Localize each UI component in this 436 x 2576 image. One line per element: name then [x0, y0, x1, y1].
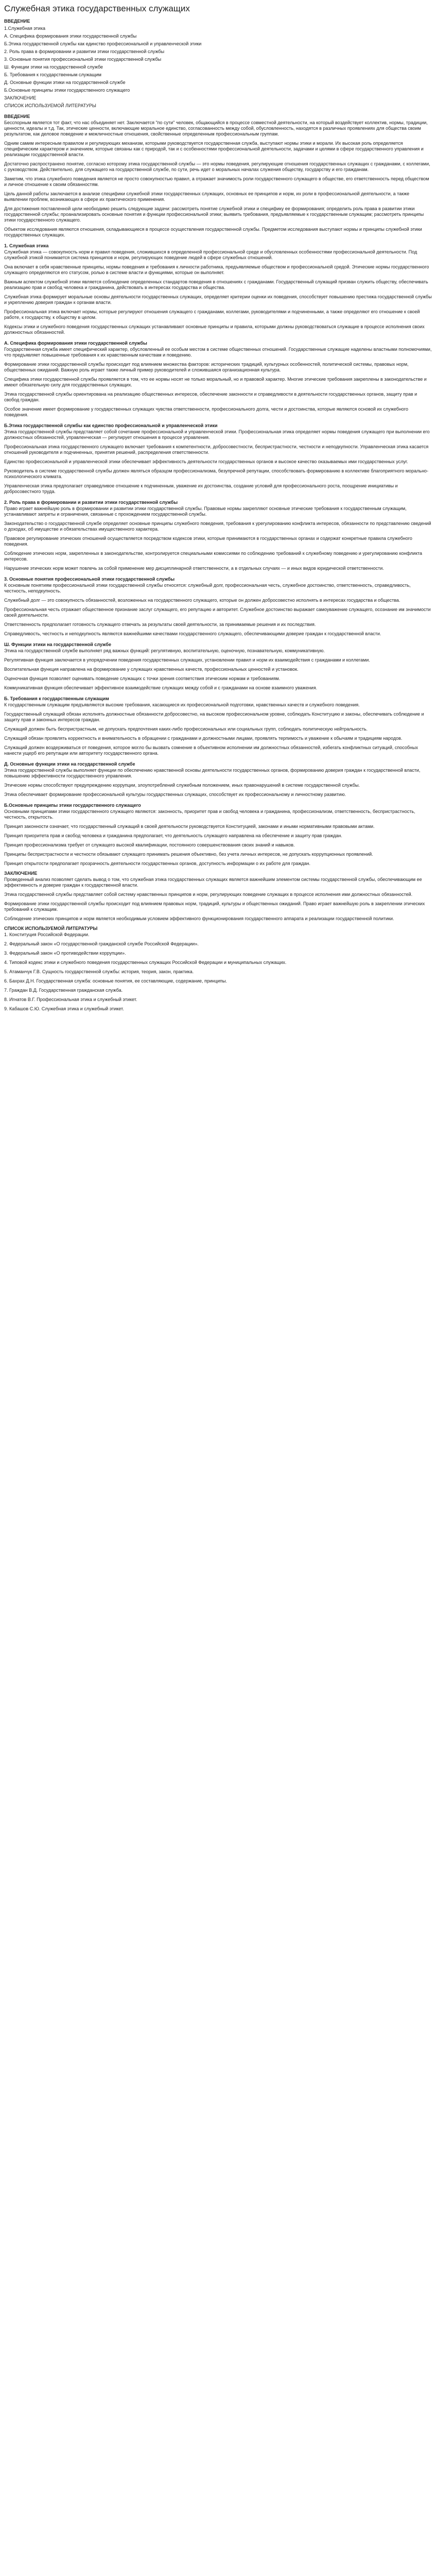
chapter-1a-heading: А. Специфика формирования этики государственной службы — [4, 341, 147, 346]
toc-item: ЗАКЛЮЧЕНИЕ — [4, 95, 37, 100]
paragraph: Для достижения поставленной цели необходимо решить следующие задачи: рассмотреть понятие служебной этики и специфику ее формирования; определить роль права в развитии этики государственной службы; проанализировать основные понятия и функции профессиональной этики; выявить требования, предъявляемые к государственным служащим; рассмотреть принципы этики государственного служащего. — [4, 206, 424, 223]
paragraph: Этика обеспечивает формирование профессиональной культуры государственных служащих, способствует их профессиональному и личностному развитию. — [4, 792, 346, 797]
chapter-3-body — [4, 583, 432, 637]
chapter-3-heading: 3. Основные понятия профессиональной этики государственной службы — [4, 577, 175, 582]
paragraph: 7. Граждан В.Д. Государственная гражданская служба. — [4, 988, 123, 993]
chapter-3a-heading: Ш. Функции этики на государственной службе — [4, 642, 111, 647]
paragraph: Право играет важнейшую роль в формировании и развитии этики государственной службы. Правовые нормы закрепляют основные этические требования к государственным служащим, устанавливают запреты и ограничения, связанные с прохождением государственной службы. — [4, 506, 407, 517]
paragraph: Кодексы этики и служебного поведения государственных служащих устанавливают основные принципы и правила, которыми должны руководствоваться служащие в процессе исполнения своих должностных обязанностей. — [4, 324, 425, 335]
chapter-2-body — [4, 506, 432, 571]
paragraph: Формирование этики государственной службы происходит под влиянием правовых норм, традиций, культуры и общественных ожиданий. Право играет важнейшую роль в закреплении этических требований к служащим. — [4, 901, 425, 912]
chapter-1b-heading: Б.Этика государственной службы как единство профессиональной и управленческой этики — [4, 423, 218, 428]
paragraph: Соблюдение этических норм, закрепленных в законодательстве, контролируется специальными комиссиями по соблюдению требований к служебному поведению и урегулированию конфликта интересов. — [4, 551, 423, 562]
chapter-3d-heading: Б.Основные принципы этики государственного служащего — [4, 803, 141, 808]
toc-item: Д. Основные функции этики на государственной службе — [4, 80, 126, 85]
paragraph: Профессиональная этика государственного служащего включает требования к компетентности, добросовестности, беспристрастности, честности и неподкупности. Управленческая этика касается отношений руководителя и подчиненных, принятия решений, распределения ответственности. — [4, 444, 429, 455]
bibliography-list — [4, 932, 432, 1012]
table-of-contents — [4, 25, 432, 110]
paragraph: К государственным служащим предъявляются высокие требования, касающиеся их профессиональной подготовки, нравственных качеств и служебного поведения. — [4, 702, 360, 707]
document-title: Служебная этика государственных служащих — [4, 4, 190, 13]
paragraph: Правовое регулирование этических отношений осуществляется посредством кодексов этики, которые принимаются в государственных органах и содержат конкретные правила служебного поведения. — [4, 536, 412, 547]
paragraph: Одним самим интересным правилом и регулирующих механизм, которыми руководствуется государственная служба, выступают нормы этики и морали. Их высокая роль определяется специфическим характером и значением, которые связаны как с природой, так и с особенностями профессиональной деятельности, задачами и целями в сфере государственного управления и реализации государственной власти. — [4, 141, 424, 157]
paragraph: Регулятивная функция заключается в упорядочении поведения государственных служащих, установлении правил и норм их взаимодействия с гражданами и коллегами. — [4, 657, 370, 663]
paragraph: Законодательство о государственной службе определяет основные принципы служебного поведения, требования к урегулированию конфликта интересов, обязанности по представлению сведений о доходах, об имуществе и обязательствах имущественного характера. — [4, 521, 431, 532]
toc-item: 3. Основные понятия профессиональной этики государственной службы — [4, 57, 162, 62]
paragraph: Служебный долг — это совокупность обязанностей, возложенных на государственного служащего, которые он должен добросовестно исполнять в интересах государства и общества. — [4, 598, 400, 603]
paragraph: Этика государственной службы представляет собой систему нравственных принципов и норм, регулирующих поведение служащих в процессе исполнения ими должностных обязанностей. — [4, 892, 413, 897]
toc-item: Б. Требования к государственным служащим — [4, 72, 101, 77]
paragraph: Профессиональная честь отражает общественное признание заслуг служащего, его репутацию и авторитет. Служебное достоинство выражает самоуважение служащего, осознание им значимости своей деятельности. — [4, 607, 431, 618]
paragraph: Этические нормы способствуют предупреждению коррупции, злоупотреблений служебным положением, иных правонарушений в системе государственной службы. — [4, 783, 360, 788]
paragraph: Особое значение имеет формирование у государственных служащих чувства ответственности, профессионального долга, чести и достоинства, которые являются основой их служебного поведения. — [4, 406, 409, 417]
chapter-1-heading: 1. Служебная этика — [4, 243, 49, 248]
conclusion-heading: ЗАКЛЮЧЕНИЕ — [4, 871, 38, 876]
toc-item: Ш. Функции этики на государственной службе — [4, 64, 103, 70]
paragraph: Цель данной работы заключается в анализе специфики служебной этики государственных служащих, основных ее принципов и норм, их роли в профессиональной деятельности, а также выявлении проблем, возникающих в сфере их практического применения. — [4, 191, 410, 202]
paragraph: Этика на государственной службе выполняет ряд важных функций: регулятивную, воспитательную, оценочную, познавательную, коммуникативную. — [4, 648, 325, 653]
toc-item: 1.Служебная этика — [4, 26, 45, 31]
paragraph: Ответственность предполагает готовность служащего отвечать за результаты своей деятельности, за принимаемые решения и их последствия. — [4, 622, 316, 627]
paragraph: Управленческая этика предполагает справедливое отношение к подчиненным, уважение их достоинства, создание условий для профессионального роста, поощрение инициативы и добросовестного труда. — [4, 483, 398, 494]
paragraph: 3. Федеральный закон «О противодействии коррупции». — [4, 951, 126, 956]
paragraph: 1. Конституция Российской Федерации. — [4, 932, 90, 937]
toc-item: А. Специфика формирования этики государственной службы — [4, 33, 137, 39]
paragraph: Принцип открытости предполагает прозрачность деятельности государственных органов, доступность информации о их работе для граждан. — [4, 861, 311, 866]
chapter-1a-body — [4, 347, 432, 418]
paragraph: Объектом исследования являются отношения, складывающиеся в процессе осуществления государственной службы. Предметом исследования выступают нормы и принципы служебной этики государственных служащих. — [4, 227, 422, 238]
paragraph: Она включает в себя нравственные принципы, нормы поведения и требования к личности работника, предъявляемые обществом и профессиональной средой. Этические нормы государственного служащего определяются его статусом, ролью в системе власти и функциями, которые он выполняет. — [4, 264, 429, 275]
paragraph: 2. Федеральный закон «О государственной гражданской службе Российской Федерации». — [4, 941, 199, 946]
bibliography-heading: СПИСОК ИСПОЛЬЗУЕМОЙ ЛИТЕРАТУРЫ — [4, 926, 98, 931]
toc-heading: ВВЕДЕНИЕ — [4, 19, 30, 24]
conclusion-body — [4, 877, 432, 922]
paragraph: Служащий должен быть беспристрастным, не допускать предпочтения каких-либо профессиональных или социальных групп, соблюдать политическую нейтральность. — [4, 726, 368, 732]
paragraph: Этика государственной службы представляет собой сочетание профессиональной и управленческой этики. Профессиональная этика определяет нормы поведения служащего при выполнении его должностных обязанностей, управленческая — регулирует отношения в процессе управления. — [4, 429, 430, 440]
paragraph: Государственная служба имеет специфический характер, обусловленный ее особым местом в системе общественных отношений. Государственные служащие наделены властными полномочиями, что предъявляет повышенные требования к их нравственным качествам и поведению. — [4, 347, 432, 358]
paragraph: Заметим, что этика служебного поведения является не просто совокупностью правил, а отражает значимость роли государственного служащего в обществе, его ответственность перед обществом и личное отношение к своим обязанностям. — [4, 176, 429, 187]
paragraph: Профессиональная этика включает нормы, которые регулируют отношения служащего с гражданами, коллегами, руководителями и подчиненными, а также определяют его отношение к своей работе, к государству, к обществу в целом. — [4, 309, 420, 320]
chapter-3b-heading: Б. Требования к государственным служащим — [4, 696, 109, 701]
paragraph: Основными принципами этики государственного служащего являются: законность, приоритет прав и свобод человека и гражданина, профессионализм, ответственность, беспристрастность, честность, открытость. — [4, 809, 415, 820]
chapter-3c-heading: Д. Основные функции этики на государственной службе — [4, 761, 135, 767]
toc-item: Б.Основные принципы этики государственного служащего — [4, 88, 130, 93]
paragraph: Бесспорным является тот факт, что нас объединяет нет. Заключается "по сути" человек, общающийся в процессе совместной деятельности, на который воздействует коллектив, нормы, традиции, ценности, идеалы и т.д. Так, этические ценности, включающие моральное единство, согласованность между собой, обусловленность, находятся в различных проявлениях для общества своим результатом, как деловое поведение и межличностные отношения, свойственные определенным профессиональным группам. — [4, 120, 428, 137]
paragraph: Соблюдение этических принципов и норм является необходимым условием эффективного функционирования государственного аппарата и реализации государственной политики. — [4, 916, 394, 921]
paragraph: 8. Игнатов В.Г. Профессиональная этика и служебный этикет. — [4, 997, 137, 1002]
chapter-1b-body — [4, 429, 432, 495]
paragraph: Принцип профессионализма требует от служащего высокой квалификации, постоянного совершенствования своих знаний и навыков. — [4, 842, 295, 848]
chapter-3b-body — [4, 702, 432, 756]
paragraph: 9. Кабашов С.Ю. Служебная этика и служебный этикет. — [4, 1006, 124, 1011]
intro-heading: ВВЕДЕНИЕ — [4, 114, 30, 119]
paragraph: Служащий должен воздерживаться от поведения, которое могло бы вызвать сомнение в объективном исполнении им должностных обязанностей, избегать конфликтных ситуаций, способных нанести ущерб его репутации или авторитету государственного органа. — [4, 745, 418, 756]
toc-item: Б.Этика государственной службы как единство профессиональной и управленческой этики — [4, 41, 202, 46]
paragraph: Служащий обязан проявлять корректность и внимательность в обращении с гражданами и должностными лицами, проявлять терпимость и уважение к обычаям и традициям народов. — [4, 736, 403, 741]
chapter-3c-body — [4, 768, 432, 798]
paragraph: Принцип приоритета прав и свобод человека и гражданина предполагает, что деятельность служащего направлена на обеспечение и защиту прав граждан. — [4, 833, 342, 838]
chapter-1-body — [4, 249, 432, 335]
paragraph: Воспитательная функция направлена на формирование у служащих нравственных качеств, профессиональных ценностей и установок. — [4, 667, 299, 672]
paragraph: Формирование этики государственной службы происходит под влиянием множества факторов: исторических традиций, культурных особенностей, политической системы, правовых норм, общественных ожиданий. Важную роль играет также личный пример руководителей и сложившаяся организационная культура. — [4, 362, 409, 372]
paragraph: Коммуникативная функция обеспечивает эффективное взаимодействие служащих между собой и с гражданами на основе взаимного уважения. — [4, 685, 318, 690]
toc-item: 2. Роль права в формировании и развитии этики государственной службы — [4, 49, 165, 54]
paragraph: Достаточно распространено понятие, согласно которому этика государственной службы — это нормы поведения, регулирующие отношения государственных служащих с гражданами, с коллегами, с руководством. Действительно, для служащего на государственной службе, по сути, речь идет о моральных началах служения обществу, государству и его гражданам. — [4, 161, 430, 172]
chapter-2-heading: 2. Роль права в формировании и развитии этики государственной службы — [4, 500, 178, 505]
paragraph: Служебная этика — совокупность норм и правил поведения, сложившихся в определенной профессиональной среде и обусловленных особенностями профессиональной деятельности. Под служебной этикой понимается система принципов и норм, регулирующих поведение людей в сфере служебных отношений. — [4, 249, 417, 260]
paragraph: Нарушение этических норм может повлечь за собой применение мер дисциплинарной ответственности, а в отдельных случаях — и иных видов юридической ответственности. — [4, 566, 384, 571]
paragraph: Принципы беспристрастности и честности обязывают служащего принимать решения объективно, без учета личных интересов, не допускать коррупционных проявлений. — [4, 852, 373, 857]
paragraph: Проведенный анализ позволяет сделать вывод о том, что служебная этика государственных служащих является важнейшим элементом системы государственной службы, обеспечивающим ее эффективность и доверие граждан к государственной власти. — [4, 877, 422, 888]
paragraph: 5. Атаманчук Г.В. Сущность государственной службы: история, теория, закон, практика. — [4, 969, 194, 974]
paragraph: Служебная этика формирует моральные основы деятельности государственных служащих, определяет критерии оценки их поведения, способствует повышению престижа государственной службы и укреплению доверия граждан к органам власти. — [4, 294, 432, 305]
chapter-3d-body — [4, 809, 432, 867]
toc-item: СПИСОК ИСПОЛЬЗУЕМОЙ ЛИТЕРАТУРЫ — [4, 103, 96, 108]
chapter-3a-body — [4, 648, 432, 691]
paragraph: К основным понятиям профессиональной этики государственной службы относятся: служебный долг, профессиональная честь, служебное достоинство, ответственность, справедливость, честность, неподкупность. — [4, 583, 411, 594]
paragraph: Государственный служащий обязан исполнять должностные обязанности добросовестно, на высоком профессиональном уровне, соблюдать Конституцию и законы, обеспечивать соблюдение и защиту прав и законных интересов граждан. — [4, 711, 424, 722]
intro-body — [4, 120, 432, 238]
paragraph: Справедливость, честность и неподкупность являются важнейшими качествами государственного служащего, обеспечивающими доверие граждан к государственной власти. — [4, 631, 381, 636]
paragraph: Этика государственной службы ориентирована на реализацию общественных интересов, обеспечение законности и справедливости в деятельности государственных органов, защиту прав и свобод граждан. — [4, 392, 417, 402]
paragraph: Принцип законности означает, что государственный служащий в своей деятельности руководствуется Конституцией, законами и иными нормативными правовыми актами. — [4, 824, 375, 829]
paragraph: 4. Типовой кодекс этики и служебного поведения государственных служащих Российской Федерации и муниципальных служащих. — [4, 960, 287, 965]
document-page — [0, 0, 436, 1022]
paragraph: 6. Бахрах Д.Н. Государственная служба: основные понятия, ее составляющие, содержание, принципы. — [4, 978, 227, 984]
paragraph: Важным аспектом служебной этики является соблюдение определенных стандартов поведения в отношениях с гражданами. Государственный служащий призван служить обществу, обеспечивать реализацию прав и свобод человека и гражданина, действовать в интересах государства и общества. — [4, 279, 428, 290]
paragraph: Оценочная функция позволяет оценивать поведение служащих с точки зрения соответствия этическим нормам и требованиям. — [4, 676, 281, 681]
paragraph: Руководитель в системе государственной службы должен являться образцом профессионализма, безупречной репутации, способствовать формированию в коллективе благоприятного морально-психологического климата. — [4, 468, 429, 479]
paragraph: Единство профессиональной и управленческой этики обеспечивает эффективность деятельности государственных органов и высокое качество оказываемых ими государственных услуг. — [4, 459, 408, 464]
paragraph: Этика государственной службы выполняет функции по обеспечению нравственной основы деятельности государственных органов, формированию доверия граждан к государственной власти, повышению эффективности государственного управления. — [4, 768, 421, 778]
paragraph: Специфика этики государственной службы проявляется в том, что ее нормы носят не только моральный, но и правовой характер. Многие этические требования закреплены в законодательстве и имеют обязательную силу для государственных служащих. — [4, 377, 427, 387]
